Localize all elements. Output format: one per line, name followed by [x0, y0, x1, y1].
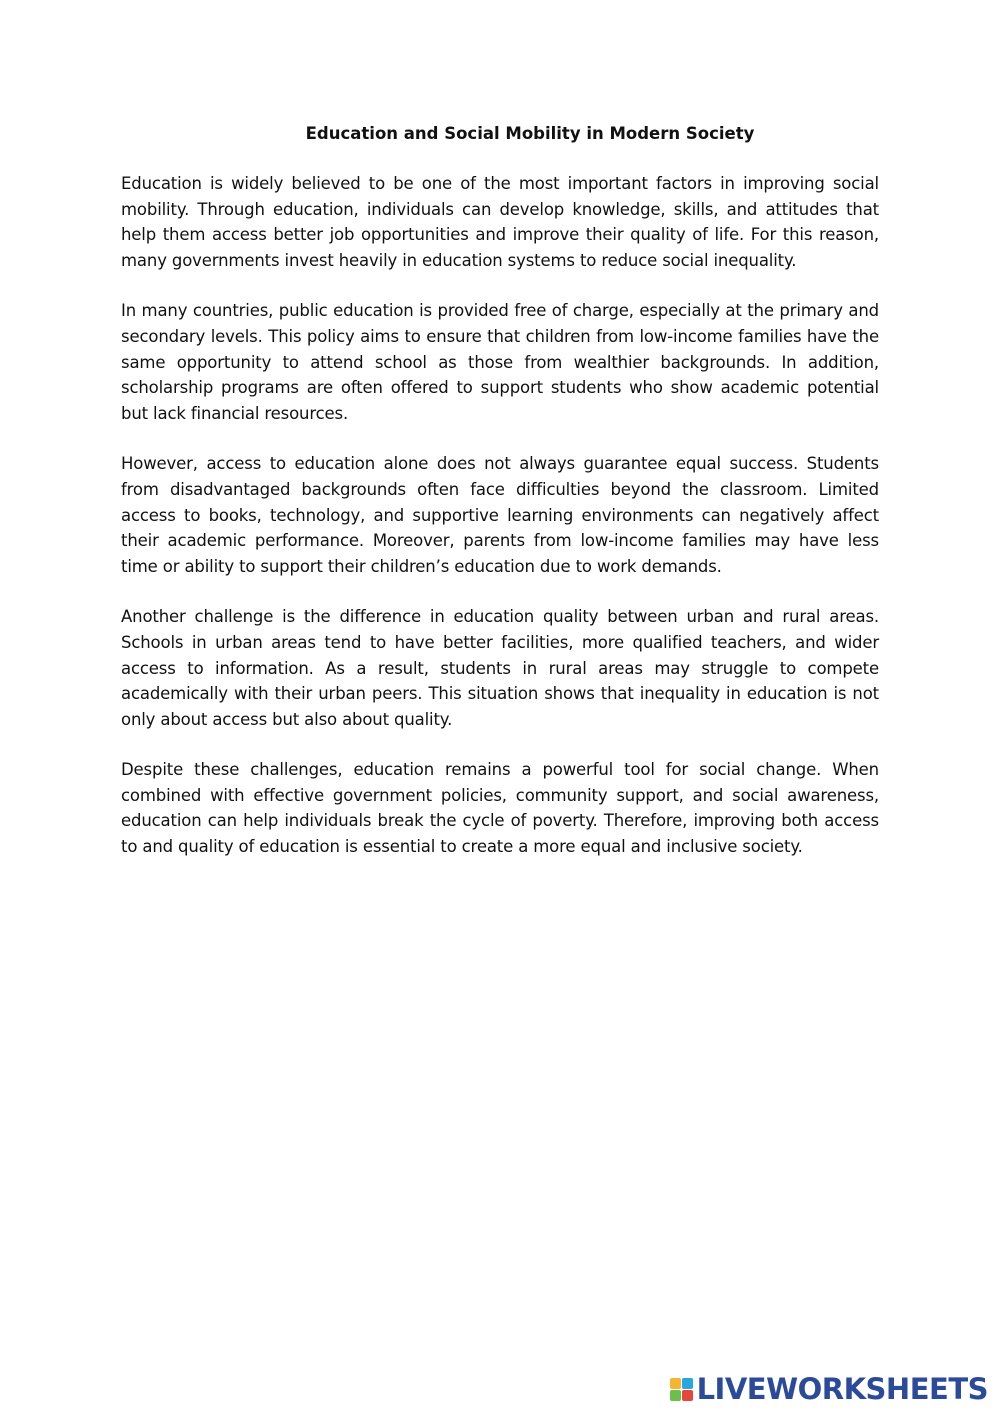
- paragraph-4: Another challenge is the difference in education quality between urban and rural areas. Schools in urban areas tend to have better facilities, more qualified teachers, and wider access to information. As a result, students in rural areas may struggle to compete academically with their urban peers. This situation shows that inequality in education is not only about access but also about quality.: [121, 607, 879, 729]
- paragraph-1: Education is widely believed to be one of the most important factors in improving social mobility. Through education, individuals can develop knowledge, skills, and attitudes that help them access better job opportunities and improve their quality of life. For this reason, many governments invest heavily in education systems to reduce social inequality.: [121, 174, 879, 270]
- liveworksheets-logo: [670, 1374, 988, 1404]
- liveworksheets-logo-icon: [670, 1378, 693, 1401]
- logo-text: LIVEWORKSHEETS: [696, 1372, 988, 1406]
- paragraph-5: Despite these challenges, education remains a powerful tool for social change. When combined with effective government policies, community support, and social awareness, education can help individuals break the cycle of poverty. Therefore, improving both access to and quality of education is essential to create a more equal and inclusive society.: [121, 760, 879, 857]
- article-body: [121, 121, 879, 885]
- article-title: Education and Social Mobility in Modern Society: [305, 124, 755, 143]
- paragraph-3: However, access to education alone does not always guarantee equal success. Students from disadvantaged backgrounds often face difficulties beyond the classroom. Limited access to books, technology, and supportive learning environments can negatively affect their academic performance. Moreover, parents from low-income families may have less time or ability to support their children’s education due to work demands.: [121, 454, 879, 576]
- paragraph-2: In many countries, public education is provided free of charge, especially at the primary and secondary levels. This policy aims to ensure that children from low-income families have the same opportunity to attend school as those from wealthier backgrounds. In addition, scholarship programs are often offered to support students who show academic potential but lack financial resources.: [121, 301, 879, 423]
